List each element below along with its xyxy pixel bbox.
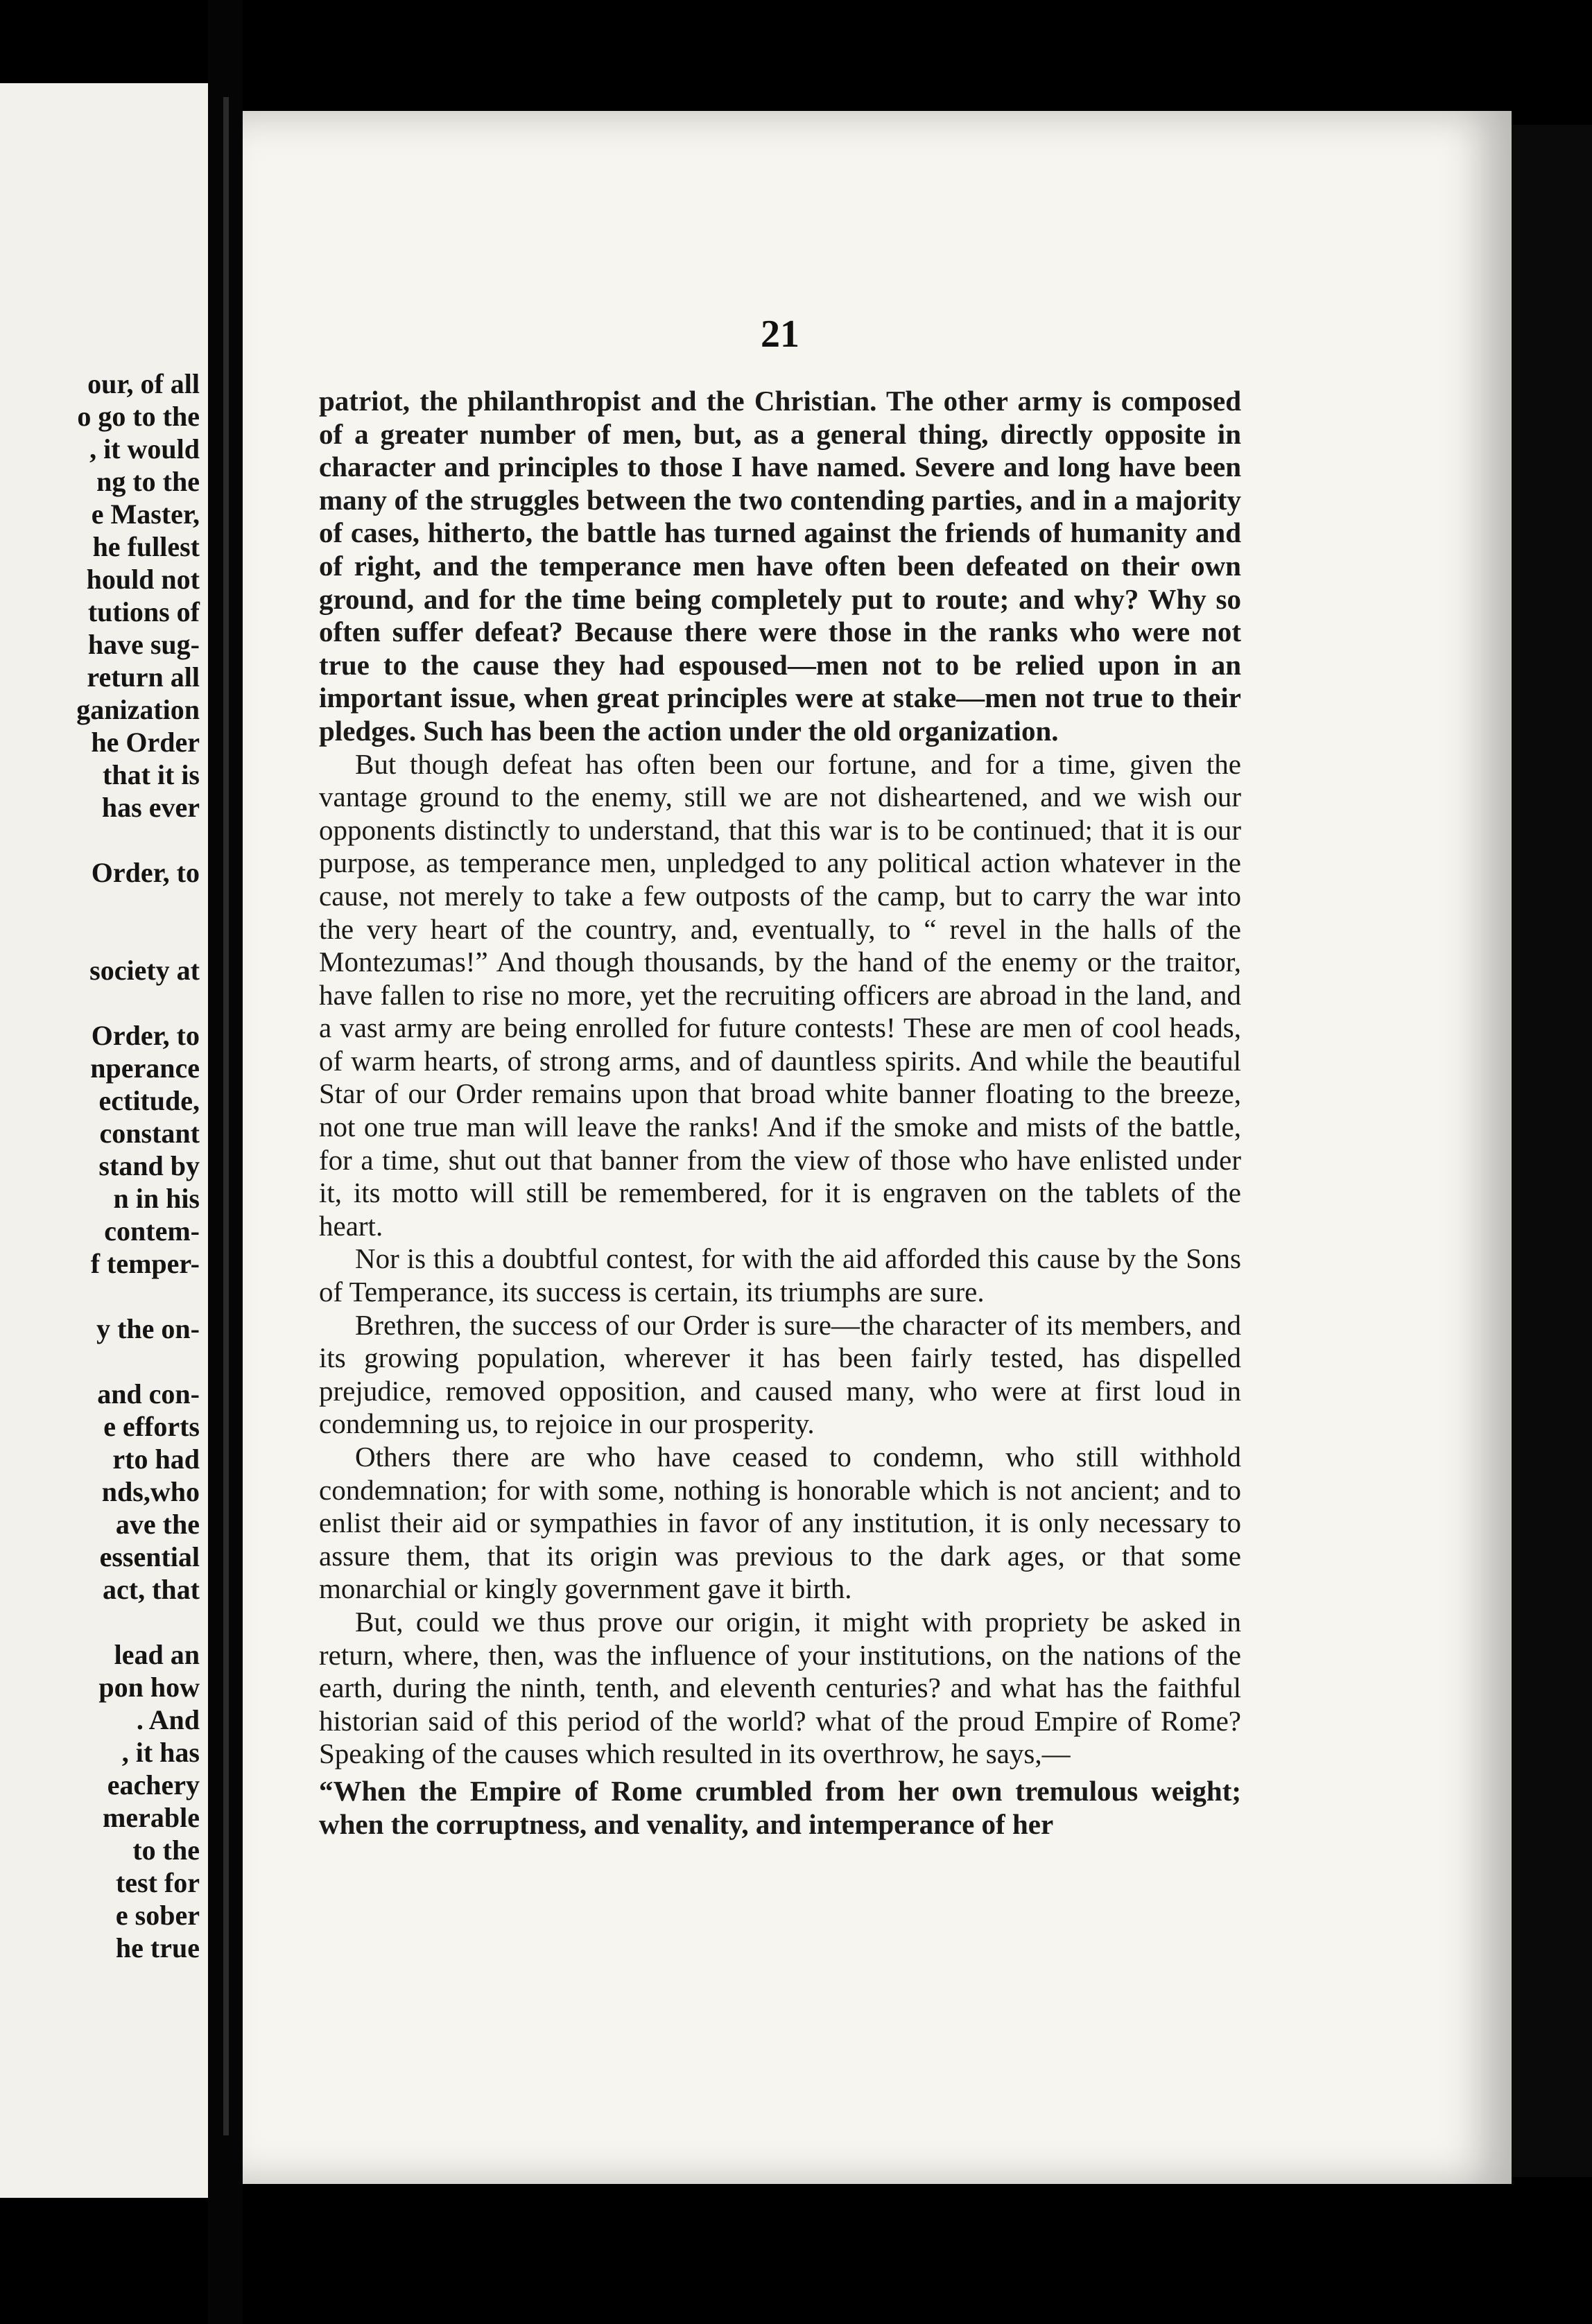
facing-page-line: e efforts [103,1411,200,1442]
facing-page-line: ectitude, [98,1085,200,1116]
facing-page-line: he true [115,1932,200,1963]
facing-page-line: , it would [89,433,200,465]
facing-page-line [0,987,200,1019]
paragraph: patriot, the philanthropist and the Christian. The other army is composed of a greater number of men, but, as a general thing, directly opposite in character and principles to those I have named. Severe and long have been many of the struggles between the two contending parties, and in a majority of cases, hitherto, the battle has turned against the friends of humanity and of right, and the temperance men have often been defeated on their own ground, and for the time being completely put to route; and why? Why so often suffer defeat? Because there were those in the ranks who were not true to the cause they had espoused—men not to be relied upon in an important issue, when great principles were at stake—men not true to their pledges. Such has been the action under the old organization. [319,385,1241,747]
facing-page-line: stand by [98,1150,200,1181]
facing-page-line [0,824,200,856]
facing-page-line: ng to the [96,466,200,497]
facing-page-line: he fullest [92,531,200,562]
facing-page-line: . And [136,1704,200,1735]
facing-page-line: act, that [103,1574,200,1605]
paragraph: But though defeat has often been our fortune, and for a time, given the vantage ground to the enemy, still we are not disheartened, and we wish our opponents distinctly to understand, that this war is to be continued; that it is our purpose, as temperance men, unpledged to any political action whatever in the cause, not merely to take a few outposts of the camp, but to carry the war into the very heart of the country, and, eventually, to “ revel in the halls of the Montezumas!” And though thousands, by the hand of the enemy or the traitor, have fallen to rise no more, yet the recruiting officers are abroad in the land, and a vast army are being enrolled for future contests! These are men of cool heads, of warm hearts, of strong arms, and of dauntless spirits. And while the beautiful Star of our Order remains upon that broad white banner floating to the breeze, not one true man will leave the ranks! And if the smoke and mists of the battle, for a time, shut out that banner from the view of those who have enlisted under it, its motto will still be remembered, for it is engraven on the tablets of the heart. [319,747,1241,1242]
quotation-paragraph: “When the Empire of Rome crumbled from her own tremulous weight; when the corruptness, and venality, and intemperance of her [319,1774,1241,1840]
facing-page-line [0,1606,200,1638]
facing-page-line: constant [99,1118,200,1149]
facing-page-line [0,1345,200,1378]
facing-page-line: return all [87,661,200,693]
gutter-rule [223,97,229,2135]
facing-page-line: f temper- [90,1248,200,1279]
facing-page-line: , it has [121,1737,200,1768]
facing-page-line: nperance [90,1052,200,1084]
facing-page-line: o go to the [77,401,200,432]
facing-page-line: Order, to [91,857,200,888]
paragraph: Brethren, the success of our Order is sure—the character of its members, and its growing population, wherever it has been fairly tested, has dispelled prejudice, removed opposition, and caused many, who were at first loud in condemning us, to rejoice in our prosperity. [319,1308,1241,1440]
facing-page-line: to the [132,1835,200,1866]
facing-page-line: eachery [107,1769,200,1801]
facing-page-line: e sober [115,1900,200,1931]
page-number: 21 [761,313,799,356]
facing-page-line: rto had [112,1443,200,1475]
facing-page-line: test for [115,1867,200,1898]
facing-page-lines [0,367,200,1964]
paragraph: But, could we thus prove our origin, it might with propriety be asked in return, where, then, was the influence of your institutions, on the nations of the earth, during the ninth, tenth, and eleventh centuries? and what has the faithful historian said of this period of the world? what of the proud Empire of Rome? Speaking of the causes which resulted in its overthrow, he says,— [319,1605,1241,1770]
facing-page-line: essential [99,1541,200,1572]
facing-page-line [0,889,200,921]
facing-page-line: society at [89,955,200,986]
facing-page-line: pon how [98,1672,200,1703]
facing-page-line: and con- [97,1378,200,1410]
facing-page-line: Order, to [91,1020,200,1051]
facing-page-line: that it is [103,759,200,790]
paragraph: Others there are who have ceased to condemn, who still withhold condemnation; for with some, nothing is honorable which is not ancient; and to enlist their aid or sympathies in favor of any institution, it is only necessary to assure them, that its origin was previous to the dark ages, or that some monarchial or kingly government gave it birth. [319,1441,1241,1605]
facing-page-line [0,1280,200,1312]
facing-page-line [0,921,200,954]
facing-page-line: contem- [104,1215,200,1247]
facing-page-line: has ever [101,792,200,823]
book-page [243,111,1512,2184]
facing-page-line: our, of all [87,368,200,399]
facing-page-line: n in his [113,1183,200,1214]
facing-page-line: e Master, [91,498,200,530]
facing-page-line: nds,who [101,1476,200,1507]
facing-page-line: ave the [115,1509,200,1540]
right-margin-edge [1512,125,1592,2177]
facing-page-line: lead an [114,1639,200,1670]
facing-page-line: merable [103,1802,200,1833]
facing-page-line: tutions of [87,596,200,627]
facing-page-line: he Order [91,727,200,758]
facing-page-fragment [0,83,208,2198]
page-body [319,385,1241,1841]
facing-page-line: y the on- [96,1313,200,1344]
facing-page-line: hould not [86,564,200,595]
facing-page-line: ganization [76,694,200,725]
facing-page-line: have sug- [87,629,200,660]
paragraph: Nor is this a doubtful contest, for with the aid afforded this cause by the Sons of Temperance, its success is certain, its triumphs are sure. [319,1242,1241,1308]
